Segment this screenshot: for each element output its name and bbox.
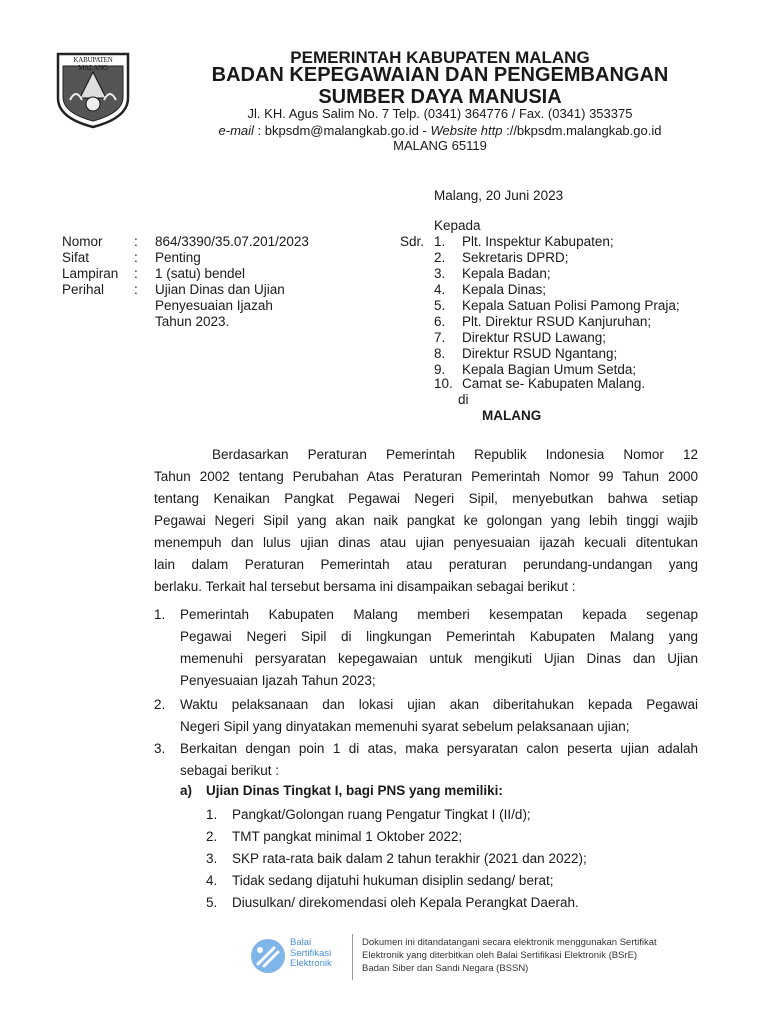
- sub-a-title: Ujian Dinas Tingkat I, bagi PNS yang memiliki:: [206, 783, 503, 798]
- recipient-di: di: [458, 392, 469, 407]
- intro-line: tentang Kenaikan Pangkat Pegawai Negeri Sipil, menyebutkan bahwa setiap: [154, 491, 698, 506]
- meta-value-perihal-cont: Tahun 2023.: [155, 314, 230, 329]
- recipient-item: Plt. Direktur RSUD Kanjuruhan;: [462, 314, 652, 329]
- footer-divider: [352, 934, 353, 980]
- requirement-item: Pangkat/Golongan ruang Pengatur Tingkat I (II/d);: [232, 807, 531, 822]
- recipient-item: Kepala Bagian Umum Setda;: [462, 362, 637, 377]
- recipient-item: Kepala Dinas;: [462, 282, 547, 297]
- requirement-number: 1.: [206, 807, 218, 822]
- point-1: [180, 604, 698, 692]
- recipient-item: Kepala Badan;: [462, 266, 551, 281]
- point-number: 1.: [154, 607, 166, 622]
- point-line: Penyesuaian Ijazah Tahun 2023;: [180, 673, 376, 688]
- agency-address: Jl. KH. Agus Salim No. 7 Telp. (0341) 364776 / Fax. (0341) 353375: [247, 106, 633, 121]
- recipient-city: MALANG: [482, 408, 542, 423]
- esign-note-line: Elektronik yang diterbitkan oleh Balai Sertifikasi Elektronik (BSrE): [362, 950, 638, 961]
- point-line: Pegawai Negeri Sipil di lingkungan Pemerintah Kabupaten Malang yang: [180, 629, 698, 644]
- requirement-number: 4.: [206, 873, 218, 888]
- email-value: : bkpsdm@malangkab.go.id -: [253, 123, 431, 138]
- point-line: Berkaitan dengan poin 1 di atas, maka persyaratan calon peserta ujian adalah: [180, 741, 698, 756]
- recipient-item: Kepala Satuan Polisi Pamong Praja;: [462, 298, 680, 313]
- letter-date: Malang, 20 Juni 2023: [434, 188, 564, 203]
- recipient-number: 6.: [434, 314, 446, 329]
- intro-line: Tahun 2002 tentang Perubahan Atas Peraturan Pemerintah Nomor 99 Tahun 2000: [154, 469, 698, 484]
- meta-label-nomor: Nomor: [62, 234, 103, 249]
- requirement-number: 3.: [206, 851, 218, 866]
- meta-value-sifat: Penting: [155, 250, 201, 265]
- point-line: Pemerintah Kabupaten Malang memberi kesempatan kepada segenap: [180, 607, 698, 622]
- requirement-item: Tidak sedang dijatuhi hukuman disiplin sedang/ berat;: [232, 873, 554, 888]
- meta-value-nomor: 864/3390/35.07.201/2023: [155, 234, 309, 249]
- recipient-number: 4.: [434, 282, 446, 297]
- sub-a-label: a): [180, 783, 193, 798]
- recipient-number: 5.: [434, 298, 446, 313]
- meta-value-perihal: Ujian Dinas dan Ujian: [155, 282, 285, 297]
- recipient-number: 9.: [434, 362, 446, 377]
- recipient-item: Direktur RSUD Ngantang;: [462, 346, 618, 361]
- bsre-logo: [248, 936, 288, 976]
- point-2: [180, 694, 698, 738]
- email-label: e-mail: [218, 123, 254, 138]
- website-value: ://bkpsdm.malangkab.go.id: [502, 123, 662, 138]
- logo-lettering: KABUPATEN MALANG: [73, 56, 113, 72]
- meta-value-perihal-cont: Penyesuaian Ijazah: [155, 298, 273, 313]
- recipient-item: Plt. Inspektur Kabupaten;: [462, 234, 614, 249]
- meta-colon: :: [134, 234, 138, 249]
- agency-city: MALANG 65119: [393, 138, 487, 153]
- intro-paragraph: [154, 444, 698, 598]
- point-number: 2.: [154, 697, 166, 712]
- intro-line: menempuh dan lulus ujian dinas atau ujian penyesuaian ijazah kecuali ditentukan: [154, 535, 698, 550]
- bsre-line: Elektronik: [290, 958, 332, 969]
- intro-line: Berdasarkan Peraturan Pemerintah Republik Indonesia Nomor 12: [212, 447, 698, 462]
- recipient-number: 8.: [434, 346, 446, 361]
- esign-note: [362, 936, 657, 975]
- recipient-number: 7.: [434, 330, 446, 345]
- meta-value-lampiran: 1 (satu) bendel: [155, 266, 246, 281]
- meta-label-perihal: Perihal: [62, 282, 105, 297]
- requirement-item: SKP rata-rata baik dalam 2 tahun terakhir (2021 dan 2022);: [232, 851, 587, 866]
- esign-note-line: Badan Siber dan Sandi Negara (BSSN): [362, 963, 529, 974]
- agency-name-line1: BADAN KEPEGAWAIAN DAN PENGEMBANGAN: [211, 64, 669, 86]
- regency-logo: [52, 48, 134, 130]
- recipient-number: 10.: [434, 376, 453, 391]
- point-line: Negeri Sipil yang dinyatakan memenuhi syarat sebelum pelaksanaan ujian;: [180, 719, 630, 734]
- recipient-kepada: Kepada: [434, 218, 481, 233]
- intro-line: Pegawai Negeri Sipil yang akan naik pangkat ke golongan yang lebih tinggi wajib: [154, 513, 698, 528]
- requirement-number: 5.: [206, 895, 218, 910]
- recipient-number: 3.: [434, 266, 446, 281]
- agency-contact: [180, 123, 700, 138]
- meta-label-lampiran: Lampiran: [62, 266, 119, 281]
- bsre-line: Sertifikasi: [290, 947, 332, 959]
- bsre-line: Balai: [290, 937, 312, 948]
- point-line: sebagai berikut :: [180, 763, 280, 778]
- agency-name-line2: SUMBER DAYA MANUSIA: [318, 86, 562, 108]
- website-label: Website http: [430, 123, 503, 138]
- point-line: Waktu pelaksanaan dan lokasi ujian akan diberitahukan kepada Pegawai: [180, 697, 698, 712]
- government-name: PEMERINTAH KABUPATEN MALANG: [290, 48, 590, 67]
- recipient-number: 1.: [434, 234, 446, 249]
- requirement-number: 2.: [206, 829, 218, 844]
- recipient-item: Sekretaris DPRD;: [462, 250, 569, 265]
- recipient-item: Direktur RSUD Lawang;: [462, 330, 607, 345]
- meta-colon: :: [134, 282, 138, 297]
- bsre-wordmark: [290, 938, 332, 970]
- recipient-sdr: Sdr.: [400, 234, 425, 249]
- meta-colon: :: [134, 250, 138, 265]
- intro-line: lain dalam Peraturan Pemerintah atau peraturan perundang-undangan yang: [154, 557, 698, 572]
- intro-line: berlaku. Terkait hal tersebut bersama ini disampaikan sebagai berikut :: [154, 579, 576, 594]
- point-number: 3.: [154, 741, 166, 756]
- requirement-item: Diusulkan/ direkomendasi oleh Kepala Perangkat Daerah.: [232, 895, 579, 910]
- recipient-number: 2.: [434, 250, 446, 265]
- requirement-item: TMT pangkat minimal 1 Oktober 2022;: [232, 829, 463, 844]
- esign-note-line: Dokumen ini ditandatangani secara elektronik menggunakan Sertifikat: [362, 937, 657, 948]
- point-line: memenuhi persyaratan kepegawaian untuk mengikuti Ujian Dinas dan Ujian: [180, 651, 698, 666]
- point-3: [180, 738, 698, 782]
- recipient-item: Camat se- Kabupaten Malang.: [462, 376, 646, 391]
- meta-label-sifat: Sifat: [62, 250, 90, 265]
- meta-colon: :: [134, 266, 138, 281]
